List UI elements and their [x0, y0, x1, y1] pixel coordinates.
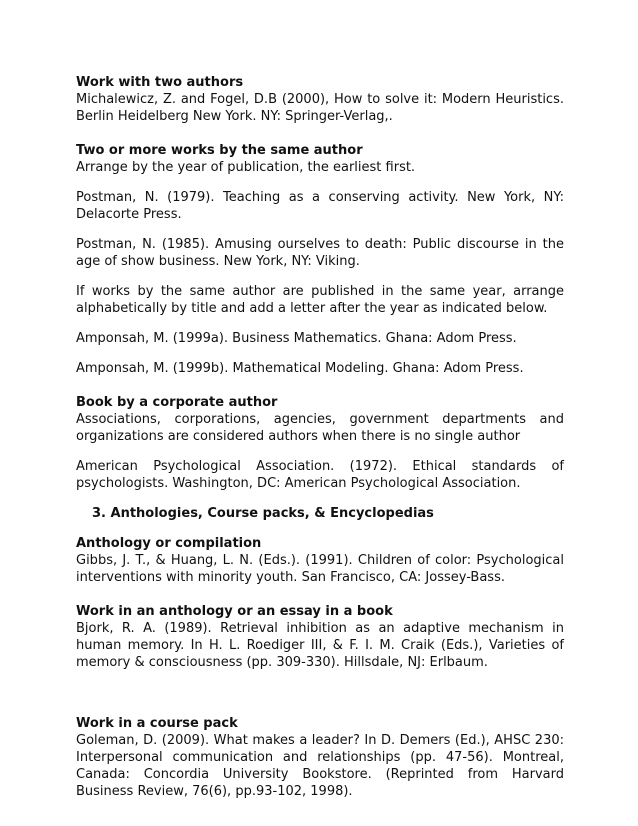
document-page	[76, 74, 564, 800]
reference-two-authors: Michalewicz, Z. and Fogel, D.B (2000), How to solve it: Modern Heuristics. Berlin Heidelberg New York. NY: Springer-Verlag,.	[76, 92, 564, 124]
heading-two-authors: Work with two authors	[76, 75, 244, 90]
reference-bjork-1989: Bjork, R. A. (1989). Retrieval inhibition as an adaptive mechanism in human memory. In H. L. Roediger III, & F. I. M. Craik (Eds.), Varieties of memory & consciousness (pp. 309-330). Hillsdale, NJ: Erlbaum.	[76, 621, 564, 670]
heading-anthology: Anthology or compilation	[76, 536, 262, 551]
reference-amponsah-1999a: Amponsah, M. (1999a). Business Mathematics. Ghana: Adom Press.	[76, 331, 517, 346]
heading-course-pack: Work in a course pack	[76, 716, 238, 731]
reference-postman-1979: Postman, N. (1979). Teaching as a conserving activity. New York, NY: Delacorte Press.	[76, 190, 564, 222]
same-year-note: If works by the same author are published in the same year, arrange alphabetically by title and add a letter after the year as indicated below.	[76, 284, 564, 316]
same-author-instruction: Arrange by the year of publication, the earliest first.	[76, 160, 416, 175]
corporate-author-description: Associations, corporations, agencies, government departments and organizations are considered authors when there is no single author	[76, 412, 564, 444]
heading-corporate-author: Book by a corporate author	[76, 395, 278, 410]
reference-goleman-2009: Goleman, D. (2009). What makes a leader? In D. Demers (Ed.), AHSC 230: Interpersonal communication and relationships (pp. 47-56). Montreal, Canada: Concordia University Bookstore. (Reprinted from Harvard Business Review, 76(6), pp.93-102, 1998).	[76, 733, 564, 799]
reference-postman-1985: Postman, N. (1985). Amusing ourselves to death: Public discourse in the age of show business. New York, NY: Viking.	[76, 237, 564, 269]
reference-gibbs-1991: Gibbs, J. T., & Huang, L. N. (Eds.). (1991). Children of color: Psychological interventions with minority youth. San Francisco, CA: Jossey-Bass.	[76, 553, 564, 585]
reference-amponsah-1999b: Amponsah, M. (1999b). Mathematical Modeling. Ghana: Adom Press.	[76, 361, 524, 376]
heading-essay-in-book: Work in an anthology or an essay in a book	[76, 604, 393, 619]
section-title-anthologies: 3. Anthologies, Course packs, & Encyclopedias	[92, 506, 434, 521]
reference-apa-1972: American Psychological Association. (1972). Ethical standards of psychologists. Washington, DC: American Psychological Association.	[76, 459, 564, 491]
heading-same-author: Two or more works by the same author	[76, 143, 363, 158]
